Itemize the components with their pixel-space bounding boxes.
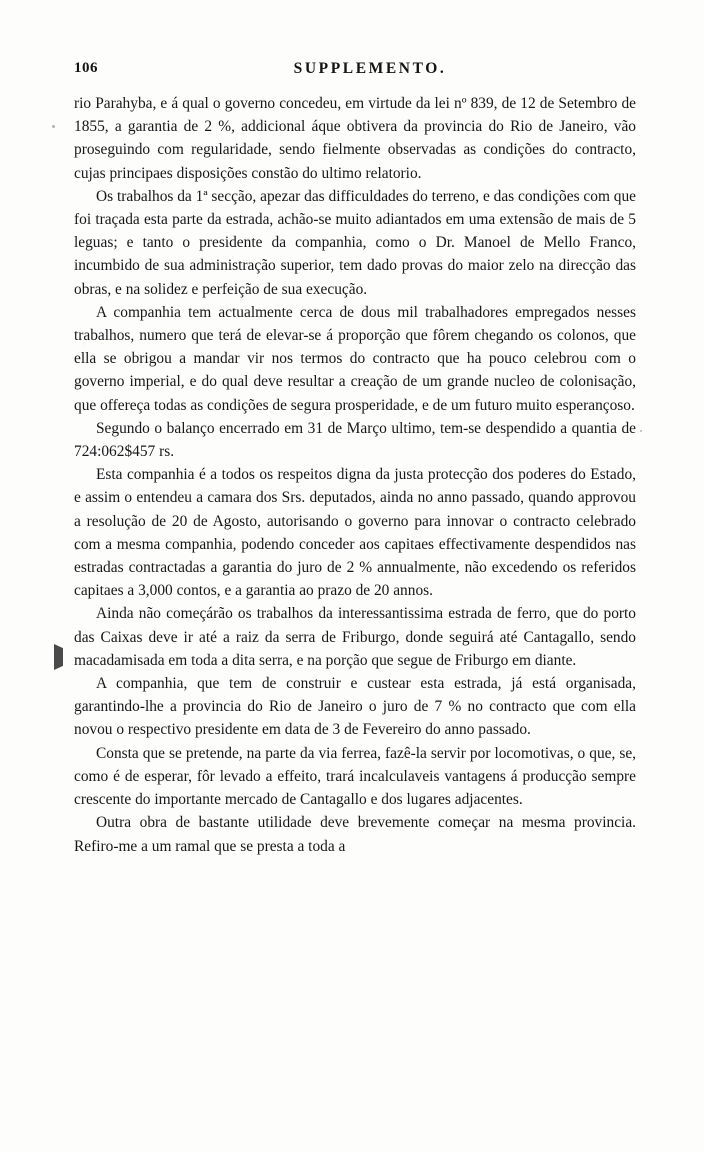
paragraph: rio Parahyba, e á qual o governo concedeu, em virtude da lei nº 839, de 12 de Setembro de 1855, a garantia de 2 %, addicional áque obtivera da provincia do Rio de Janeiro, vão proseguindo com regularidade, sendo fielmente observadas as condições do contracto, cujas principaes disposições constão do ultimo relatorio. <box>74 95 636 182</box>
paragraph: A companhia tem actualmente cerca de dous mil trabalhadores empregados nesses trabalhos, numero que terá de elevar-se á proporção que fôrem chegando os colonos, que ella se obrigou a mandar vir nos termos do contracto que ha pouco celebrou com o governo imperial, e do qual deve resultar a creação de um grande nucleo de colonisação, que offereça todas as condições de segura prosperidade, e de um futuro muito esperançoso. <box>74 303 636 414</box>
paper-speck <box>640 430 642 432</box>
paragraph: Segundo o balanço encerrado em 31 de Março ultimo, tem-se despendido a quantia de 724:062$457 rs. <box>74 419 636 461</box>
paragraph: A companhia, que tem de construir e custear esta estrada, já está organisada, garantindo-lhe a provincia do Rio de Janeiro o juro de 7 % no contracto que com ella novou o respectivo presidente em data de 3 de Fevereiro do anno passado. <box>74 675 636 739</box>
page-header <box>74 60 638 82</box>
paragraph: Outra obra de bastante utilidade deve brevemente começar na mesma provincia. Refiro-me a um ramal que se presta a toda a <box>74 814 636 855</box>
paper-speck <box>52 125 55 128</box>
body-text <box>74 92 636 858</box>
paragraph: Esta companhia é a todos os respeitos digna da justa protecção dos poderes do Estado, e assim o entendeu a camara dos Srs. deputados, ainda no anno passado, quando approvou a resolução de 20 de Agosto, autorisando o governo para innovar o contracto celebrado com a mesma companhia, podendo conceder aos capitaes effectivamente despendidos nas estradas contractadas a garantia do juro de 2 % annualmente, não excedendo os referidos capitaes a 3,000 contos, e a garantia ao prazo de 20 annos. <box>74 466 636 600</box>
paragraph: Consta que se pretende, na parte da via ferrea, fazê-la servir por locomotivas, o que, se, como é de esperar, fôr levado a effeito, trará incalculaveis vantagens á producção sempre crescente do importante mercado de Cantagallo e dos lugares adjacentes. <box>74 744 636 809</box>
paragraph: Os trabalhos da 1ª secção, apezar das difficuldades do terreno, e das condições com que foi traçada esta parte da estrada, achão-se muito adiantados em uma extensão de mais de 5 leguas; e tanto o presidente da companhia, como o Dr. Manoel de Mello Franco, incumbido de sua administração superior, tem dado provas do maior zelo na direcção das obras, e na solidez e perfeição de sua execução. <box>74 187 636 298</box>
page-number: 106 <box>74 60 98 76</box>
paragraph: Ainda não começárão os trabalhos da interessantissima estrada de ferro, que do porto das Caixas deve ir até a raiz da serra de Friburgo, donde seguirá até Cantagallo, sendo macadamisada em toda a dita serra, e na porção que segue de Friburgo em diante. <box>74 605 636 669</box>
margin-mark <box>54 644 63 670</box>
running-head: SUPPLEMENTO. <box>293 60 447 77</box>
